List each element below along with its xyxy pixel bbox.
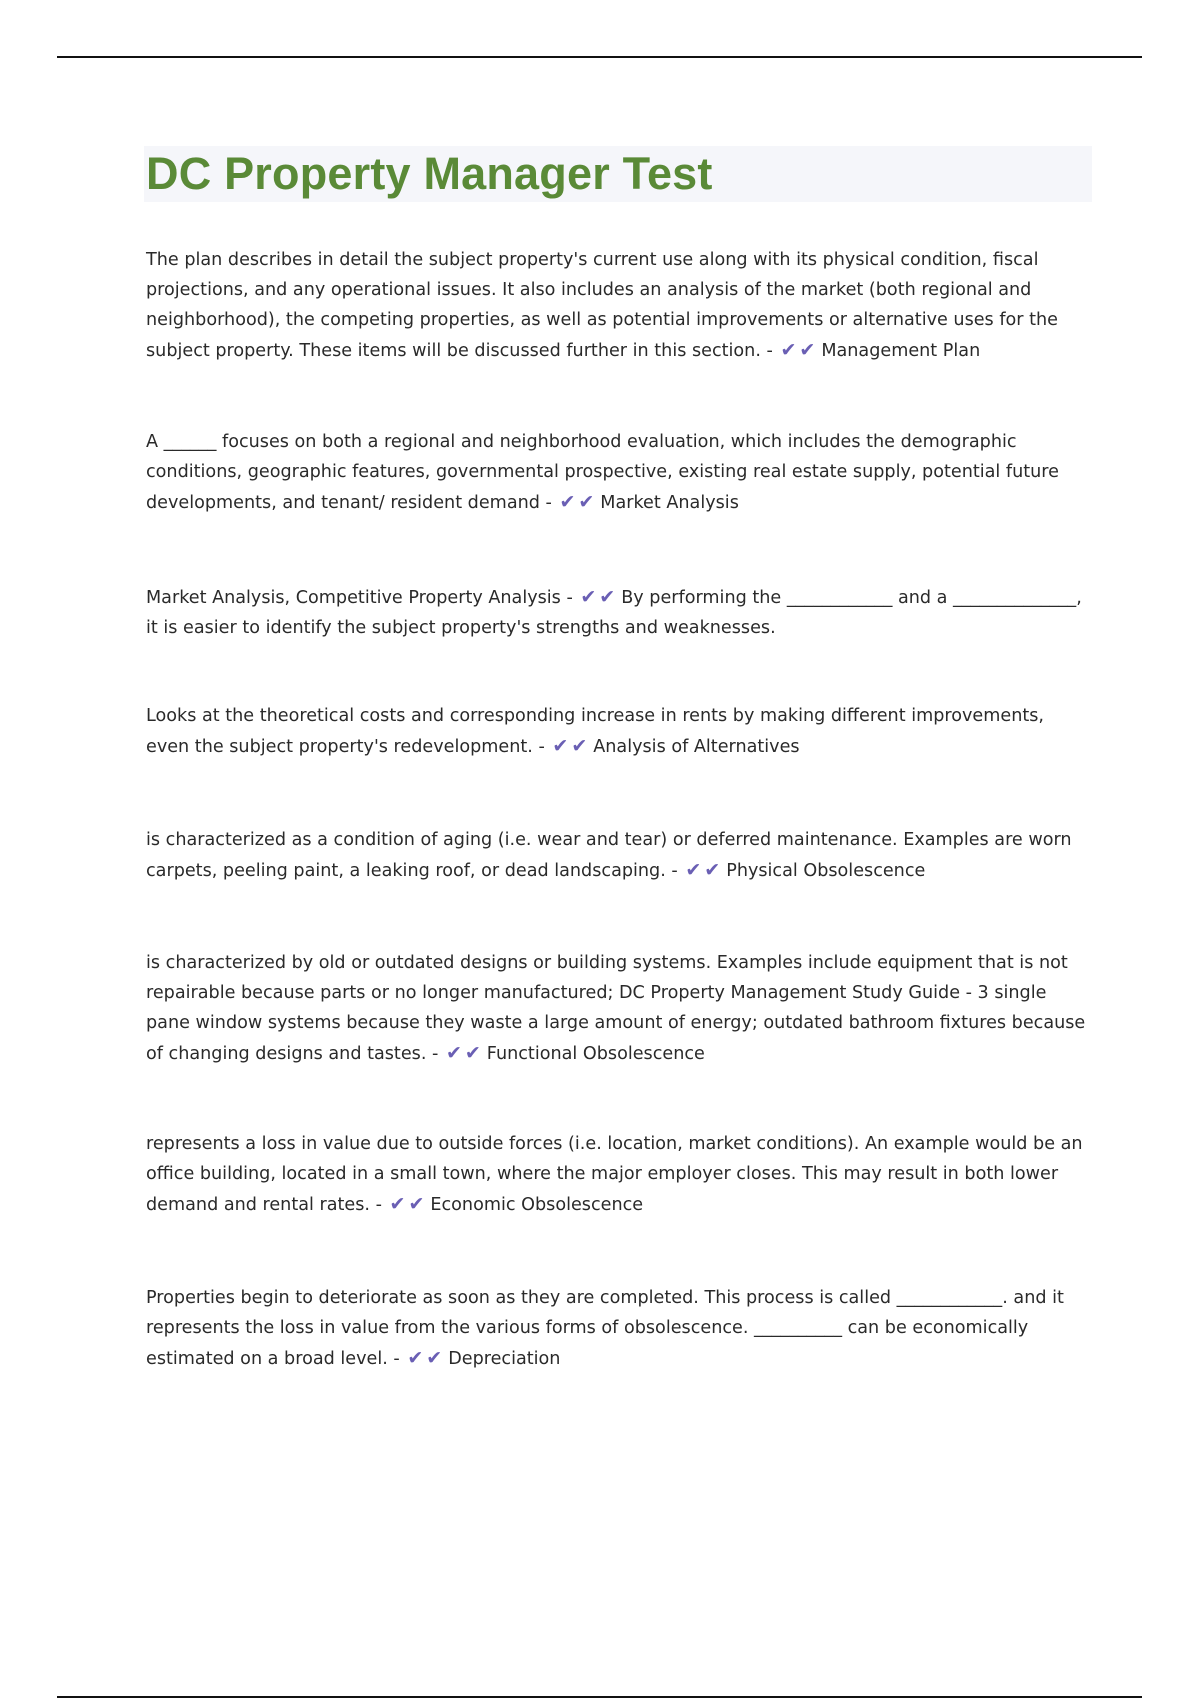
flashcard-7 [146, 1129, 1090, 1220]
flashcard-2 [146, 427, 1090, 518]
question-text: Market Analysis, Competitive Property Analysis - [146, 588, 573, 608]
flashcard-1 [146, 245, 1090, 366]
question-text: A ______ focuses on both a regional and neighborhood evaluation, which includes the demographic conditions, geographic features, governmental prospective, existing real estate supply, potential future developments, and tenant/ resident demand - [146, 432, 1059, 513]
top-divider [57, 56, 1142, 58]
question-text: is characterized by old or outdated designs or building systems. Examples include equipment that is not repairable because parts or no longer manufactured; DC Property Management Study Guide - 3 single pane window systems because they waste a large amount of energy; outdated bathroom fixtures because of changing designs and tastes. - [146, 953, 1086, 1064]
answer-text: Analysis of Alternatives [593, 737, 800, 757]
question-text: Looks at the theoretical costs and corresponding increase in rents by making different improvements, even the subject property's redevelopment. - [146, 706, 1045, 757]
double-checkmark-icon: ✔✔ [445, 1042, 484, 1064]
flashcard-6 [146, 948, 1090, 1069]
double-checkmark-icon: ✔✔ [780, 339, 819, 361]
double-checkmark-icon: ✔✔ [685, 859, 724, 881]
bottom-divider [57, 1696, 1142, 1698]
flashcard-5 [146, 825, 1090, 886]
double-checkmark-icon: ✔✔ [407, 1347, 446, 1369]
question-text: is characterized as a condition of aging (i.e. wear and tear) or deferred maintenance. Examples are worn carpets, peeling paint, a leaking roof, or dead landscaping. - [146, 830, 1072, 881]
answer-text: Physical Obsolescence [726, 861, 926, 881]
answer-text: Management Plan [821, 341, 981, 361]
question-text: Properties begin to deteriorate as soon as they are completed. This process is called ____________. and it represents the loss in value from the various forms of obsolescence. __________ can be economically estimated on a broad level. - [146, 1288, 1064, 1369]
flashcard-4 [146, 701, 1090, 762]
double-checkmark-icon: ✔✔ [559, 491, 598, 513]
answer-text: Economic Obsolescence [430, 1195, 644, 1215]
flashcard-8 [146, 1283, 1090, 1374]
double-checkmark-icon: ✔✔ [389, 1193, 428, 1215]
answer-text: By performing the ____________ and a ______________, it is easier to identify the subject property's strengths and weaknesses. [146, 588, 1082, 638]
question-text: represents a loss in value due to outside forces (i.e. location, market conditions). An example would be an office building, located in a small town, where the major employer closes. This may result in both lower demand and rental rates. - [146, 1134, 1083, 1215]
double-checkmark-icon: ✔✔ [580, 586, 619, 608]
flashcard-3 [146, 582, 1090, 643]
answer-text: Market Analysis [600, 493, 739, 513]
answer-text: Depreciation [448, 1349, 561, 1369]
double-checkmark-icon: ✔✔ [552, 735, 591, 757]
page-title: DC Property Manager Test [146, 148, 713, 199]
question-text: The plan describes in detail the subject property's current use along with its physical condition, fiscal projections, and any operational issues. It also includes an analysis of the market (both regional and neighborhood), the competing properties, as well as potential improvements or alternative uses for the subject property. These items will be discussed further in this section. - [146, 250, 1058, 361]
answer-text: Functional Obsolescence [486, 1044, 705, 1064]
